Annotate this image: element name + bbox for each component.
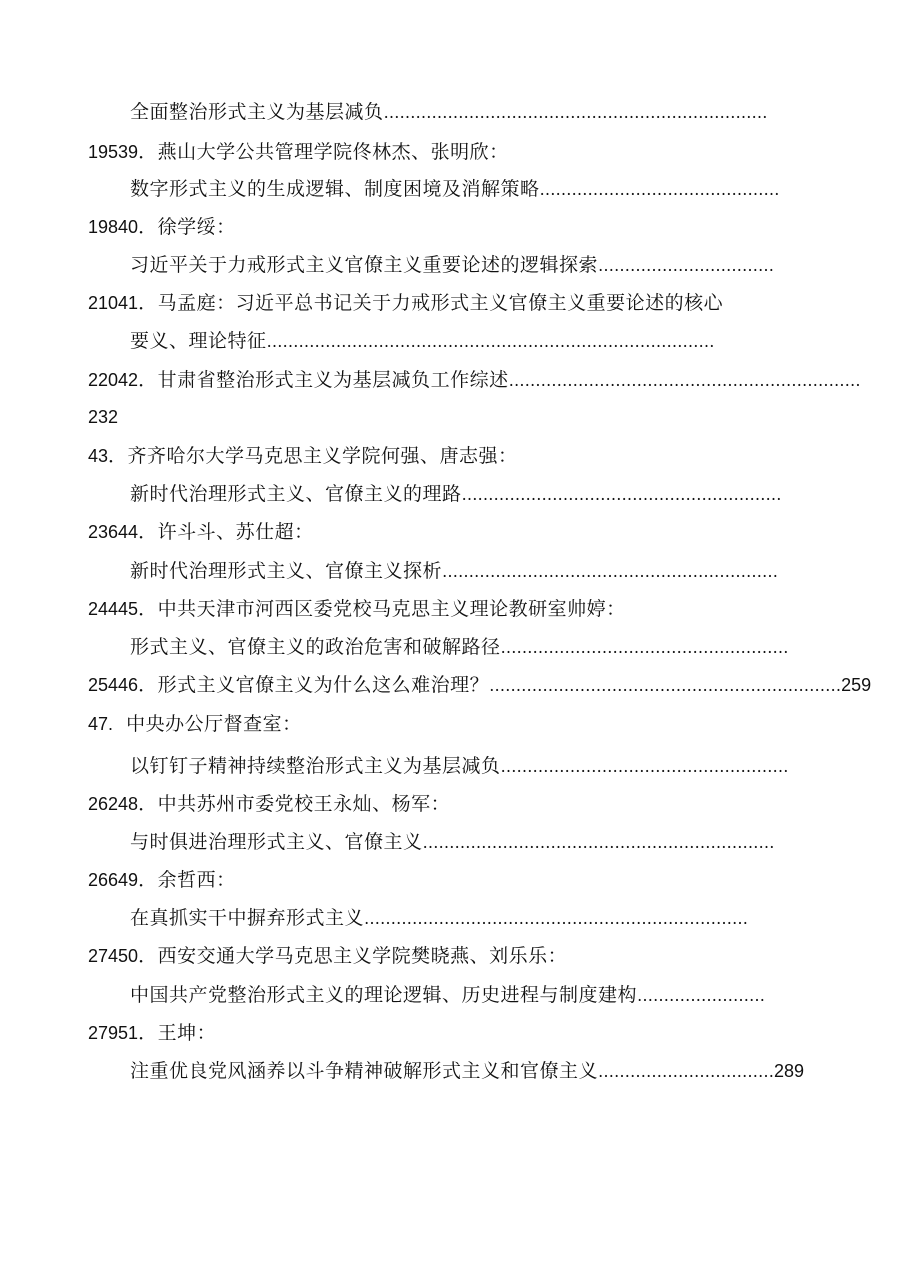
page-entry-number: 21041 xyxy=(88,293,139,313)
page-entry-number: 24445 xyxy=(88,599,139,619)
toc-line-entry xyxy=(88,140,509,164)
page-entry-number: 27450 xyxy=(88,946,139,966)
page-number: 259 xyxy=(841,675,872,695)
toc-line-entry xyxy=(88,444,518,468)
leader-dots: ………………………………………………………… xyxy=(508,371,861,390)
toc-title: 数字形式主义的生成逻辑、制度困境及消解策略 xyxy=(130,178,540,200)
toc-title: 与时俱进治理形式主义、官僚主义 xyxy=(130,831,423,853)
toc-title: 以钉钉子精神持续整治形式主义为基层减负 xyxy=(130,755,501,777)
toc-title: 在真抓实干中摒弃形式主义 xyxy=(130,907,365,929)
toc-title: 新时代治理形式主义、官僚主义的理路 xyxy=(130,483,462,505)
toc-line-entry xyxy=(88,368,861,393)
page-number: 232 xyxy=(88,407,119,427)
toc-line-title xyxy=(130,635,789,660)
leader-dots: …………………………… xyxy=(598,256,775,275)
leader-dots: ……………………………………… xyxy=(539,180,780,199)
page-entry-number: 26649 xyxy=(88,870,139,890)
leader-dots: ……………………………………………………………… xyxy=(383,103,768,122)
entry-number: 43 xyxy=(88,446,109,466)
toc-title: 中国共产党整治形式主义的理论逻辑、历史进程与制度建构 xyxy=(130,984,638,1006)
toc-line-entry xyxy=(88,520,314,544)
page-entry-number: 19539 xyxy=(88,142,139,162)
toc-line-title xyxy=(130,754,789,779)
entry-author: ．马孟庭：习近平总书记关于力戒形式主义官僚主义重要论述的核心 xyxy=(138,292,724,314)
leader-dots: ………………………………………………………………………… xyxy=(266,332,715,351)
entry-title: ．甘肃省整治形式主义为基层减负工作综述 xyxy=(138,369,509,391)
leader-dots: ……………………………………………… xyxy=(500,638,789,657)
leader-dots: ……………………………………………… xyxy=(500,757,789,776)
toc-line-title xyxy=(130,329,715,354)
toc-title: 注重优良党风涵养以斗争精神破解形式主义和官僚主义 xyxy=(130,1060,599,1082)
toc-line-entry xyxy=(88,597,626,621)
toc-title: 全面整治形式主义为基层减负 xyxy=(130,101,384,123)
entry-title: ．形式主义官僚主义为什么这么难治理？ xyxy=(138,674,490,696)
toc-line-title xyxy=(130,830,775,855)
toc-line-title xyxy=(130,983,765,1008)
leader-dots: …………………… xyxy=(637,986,766,1005)
toc-line-title xyxy=(130,482,782,507)
page-entry-number: 26248 xyxy=(88,794,139,814)
entry-author: ．中共苏州市委党校王永灿、杨军： xyxy=(138,793,451,815)
toc-line-title xyxy=(130,559,778,584)
toc-line-entry xyxy=(88,712,302,736)
entry-author: ．燕山大学公共管理学院佟林杰、张明欣： xyxy=(138,141,509,163)
toc-line-title xyxy=(130,253,774,278)
toc-title: 习近平关于力戒形式主义官僚主义重要论述的逻辑探索 xyxy=(130,254,599,276)
entry-author: ．齐齐哈尔大学马克思主义学院何强、唐志强： xyxy=(108,445,518,467)
page-entry-number: 23644 xyxy=(88,522,139,542)
entry-author: ．西安交通大学马克思主义学院樊晓燕、刘乐乐： xyxy=(138,945,568,967)
leader-dots: ……………………………………………………… xyxy=(442,562,779,581)
toc-line-entry xyxy=(88,1021,216,1045)
toc-line-entry xyxy=(88,673,871,698)
toc-title: 新时代治理形式主义、官僚主义探析 xyxy=(130,560,443,582)
toc-line-title xyxy=(130,1059,804,1084)
toc-line-entry xyxy=(88,291,723,315)
leader-dots: ……………………………………………………………… xyxy=(364,909,749,928)
toc-line-title xyxy=(130,906,748,931)
leader-dots: …………………………… xyxy=(598,1062,775,1081)
entry-author: ．中共天津市河西区委党校马克思主义理论教研室帅婷： xyxy=(138,598,626,620)
entry-author: ．徐学绥： xyxy=(138,216,236,238)
leader-dots: …………………………………………………… xyxy=(461,485,782,504)
page-entry-number: 27951 xyxy=(88,1023,139,1043)
toc-line-title xyxy=(130,177,780,202)
entry-number: 47. xyxy=(88,714,114,734)
entry-author: ．余哲西： xyxy=(138,869,236,891)
page-number: 289 xyxy=(774,1061,805,1081)
leader-dots: ………………………………………………………… xyxy=(422,833,775,852)
page-entry-number: 19840 xyxy=(88,217,139,237)
toc-line-title xyxy=(130,100,768,125)
toc-line-page-number xyxy=(88,405,118,429)
toc-line-entry xyxy=(88,792,450,816)
page-entry-number: 22042 xyxy=(88,370,139,390)
toc-line-entry xyxy=(88,944,567,968)
toc-line-entry xyxy=(88,868,236,892)
toc-title: 形式主义、官僚主义的政治危害和破解路径 xyxy=(130,636,501,658)
page-entry-number: 25446 xyxy=(88,675,139,695)
entry-author: 中央办公厅督查室： xyxy=(113,713,302,735)
entry-author: ．许斗斗、苏仕超： xyxy=(138,521,314,543)
toc-line-entry xyxy=(88,215,236,239)
leader-dots: ………………………………………………………… xyxy=(489,676,842,695)
entry-author: ．王坤： xyxy=(138,1022,217,1044)
toc-title: 要义、理论特征 xyxy=(130,330,267,352)
